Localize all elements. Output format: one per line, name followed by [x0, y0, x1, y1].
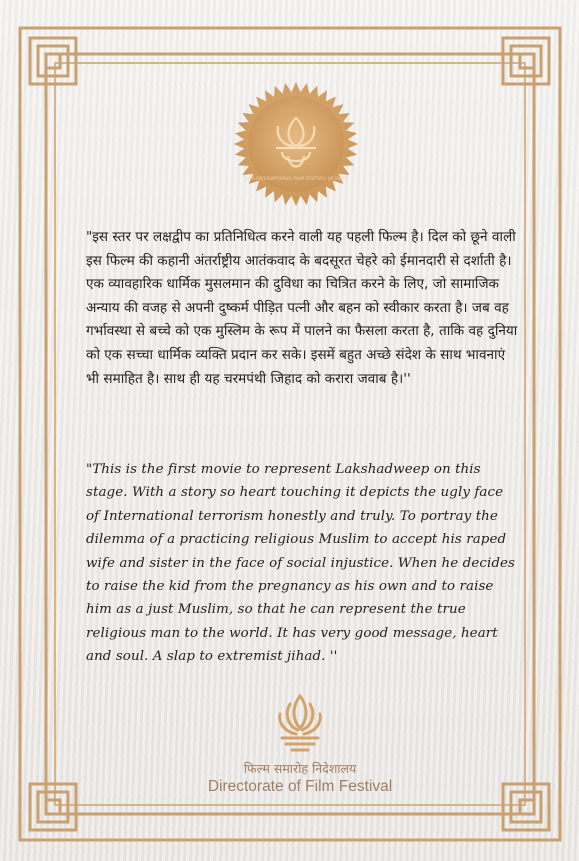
quote-english: "This is the first movie to represent Lakshadweep on this stage. With a story so heart touching it depicts the ugly face of International terrorism honestly and truly. To portray the dilemma of a practicing religious Muslim to accept his raped wife and sister in the face of social injustice. When he decides to raise the kid from the pregnancy as his own and to raise him as a just Muslim, so that he can represent the true religious man to the world. It has very good message, heart and soul. A slap to extremist jihad. '' [86, 462, 515, 665]
organization-name-hindi: फिल्म समारोह निदेशालय [243, 761, 357, 776]
quote-hindi: "इस स्तर पर लक्षद्वीप का प्रतिनिधित्व करने वाली यह पहली फिल्म है। दिल को छूने वाली इस फिल्म की कहानी अंतर्राष्ट्रीय आतंकवाद के बदसूरत चेहरे को ईमानदारी से दर्शाती है। एक व्यावहारिक धार्मिक मुसलमान की दुविधा का चित्रित करने के लिए, जो सामाजिक अन्याय की वजह से अपनी दुष्कर्म पीड़ित पत्नी और बहन को स्वीकार करता है। जब वह गर्भावस्था से बच्चे को एक मुस्लिम के रूप में पालने का फैसला करता है, ताकि वह दुनिया को एक सच्चा धार्मिक व्यक्ति प्रदान कर सके। इसमें बहुत अच्छे संदेश के साथ भावनाएं भी समाहित है। साथ ही यह चरमपंथी जिहाद को करारा जवाब है।'' [86, 229, 518, 387]
lotus-emblem-seal-icon [232, 80, 360, 208]
lotus-logo-icon [270, 690, 330, 752]
organization-name-english: Directorate of Film Festival [207, 778, 393, 795]
seal-arc-text: 50th INTERNATIONAL FILM FESTIVAL OF INDIA [244, 177, 348, 182]
